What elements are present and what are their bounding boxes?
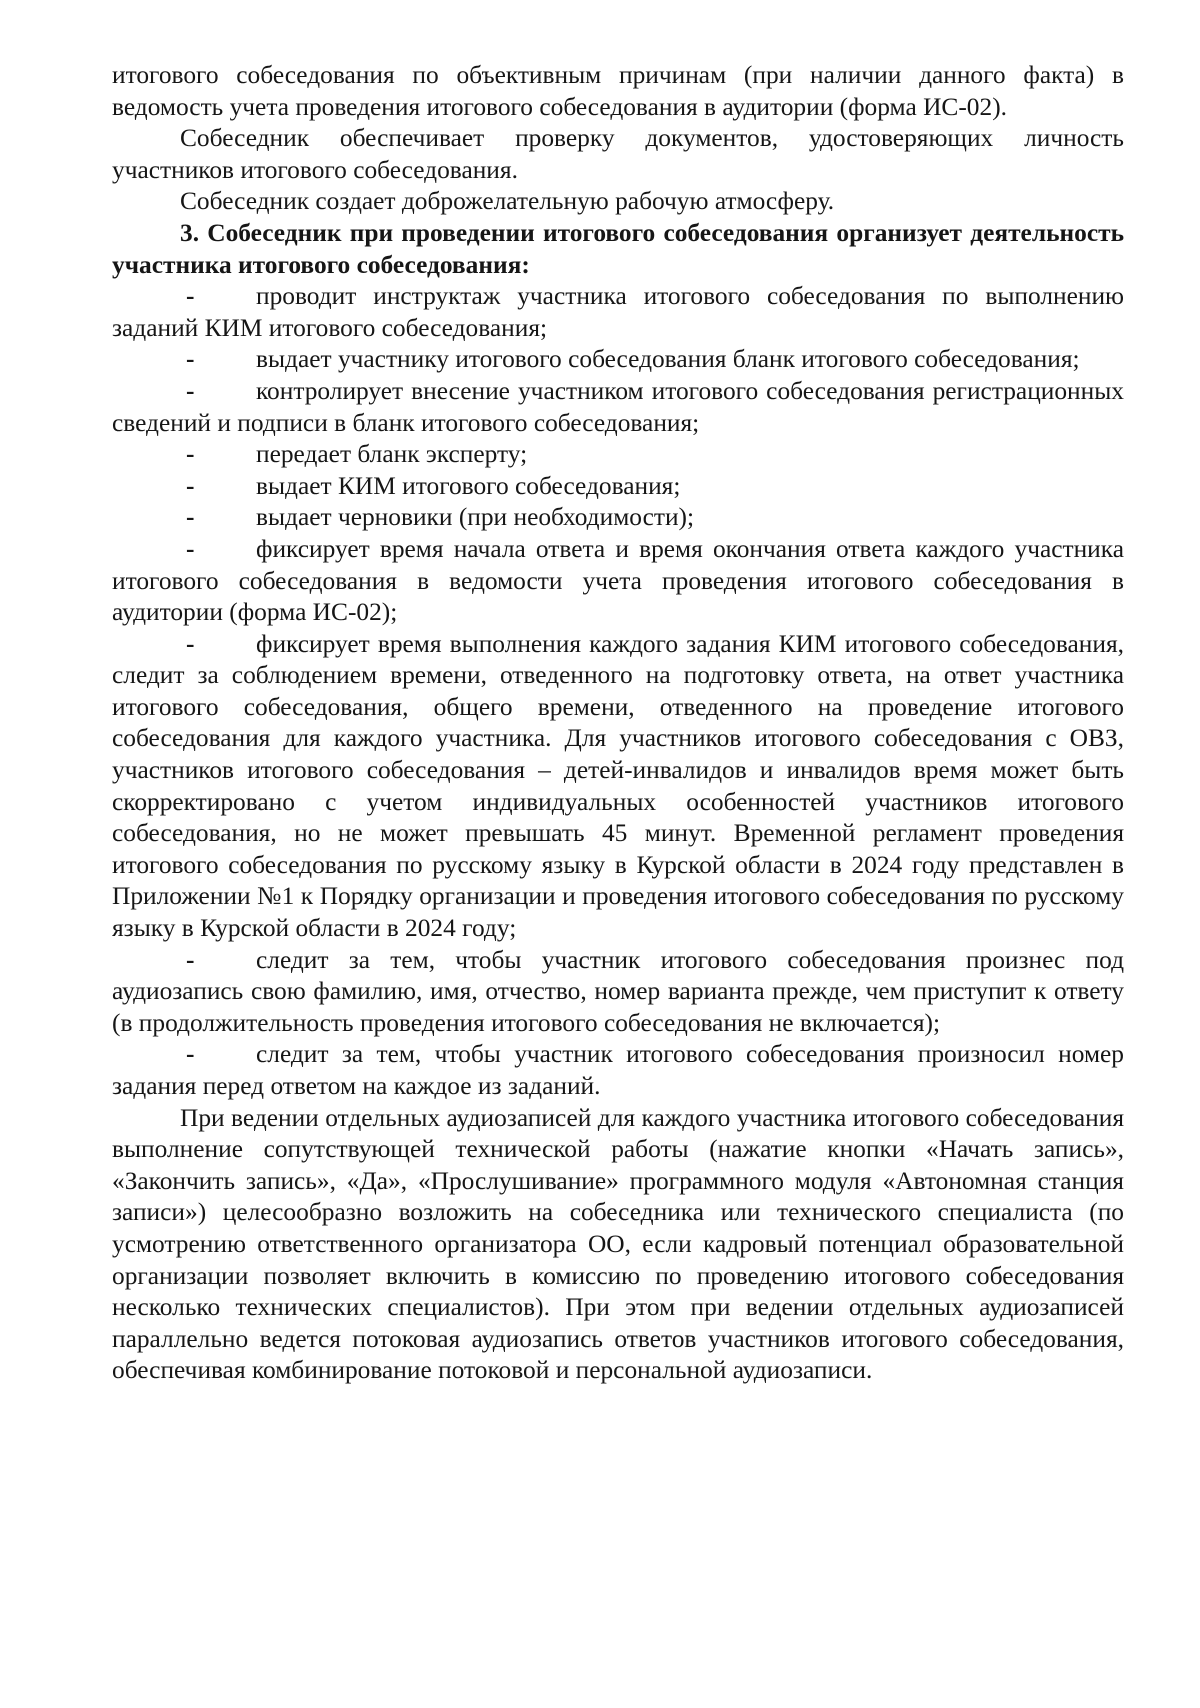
bullet-dash: - [186, 503, 195, 532]
bullet-item [112, 439, 1124, 471]
bullet-item [112, 376, 1124, 439]
paragraph-audio-recording: При ведении отдельных аудиозаписей для каждого участника итогового собеседования выполнение сопутствующей технической работы (нажатие кнопки «Начать запись», «Закончить запись», «Да», «Прослушивание» программного модуля «Автономная станция записи») целесообразно возложить на собеседника или технического специалиста (по усмотрению ответственного организатора ОО, если кадровый потенциал образовательной организации позволяет включить в комиссию по проведению итогового собеседования несколько технических специалистов). При этом при ведении отдельных аудиозаписей параллельно ведется потоковая аудиозапись ответов участников итогового собеседования, обеспечивая комбинирование потоковой и персональной аудиозаписи. [112, 1103, 1124, 1385]
bullet-text: следит за тем, чтобы участник итогового собеседования произносил номер задания перед ответом на каждое из заданий. [112, 1040, 1124, 1100]
bullet-text: проводит инструктаж участника итогового собеседования по выполнению заданий КИМ итогового собеседования; [112, 282, 1124, 342]
bullet-item [112, 502, 1124, 534]
bullet-list [112, 281, 1124, 1102]
bullet-text: выдает КИМ итогового собеседования; [256, 471, 681, 500]
bullet-item [112, 629, 1124, 945]
bullet-dash: - [186, 345, 195, 374]
bullet-item [112, 344, 1124, 376]
bullet-item [112, 534, 1124, 629]
bullet-text: контролирует внесение участником итогового собеседования регистрационных сведений и подписи в бланк итогового собеседования; [112, 376, 1124, 437]
bullet-dash: - [186, 534, 195, 563]
section-heading: 3. Собеседник при проведении итогового собеседования организует деятельность участника итогового собеседования: [112, 218, 1124, 279]
bullet-dash: - [186, 629, 195, 658]
bullet-item [112, 281, 1124, 344]
bullet-dash: - [186, 376, 195, 405]
paragraph-atmosphere: Собеседник создает доброжелательную рабочую атмосферу. [180, 187, 835, 216]
paragraph-continuation: итогового собеседования по объективным причинам (при наличии данного факта) в ведомость учета проведения итогового собеседования в аудитории (форма ИС-02). [112, 61, 1124, 121]
bullet-text: передает бланк эксперту; [256, 440, 528, 469]
bullet-text: выдает черновики (при необходимости); [256, 503, 695, 532]
bullet-dash: - [186, 282, 195, 311]
bullet-dash: - [186, 471, 195, 500]
bullet-text: фиксирует время начала ответа и время окончания ответа каждого участника итогового собеседования в ведомости учета проведения итогового собеседования в аудитории (форма ИС-02); [112, 534, 1124, 627]
bullet-item [112, 471, 1124, 503]
bullet-text: выдает участнику итогового собеседования бланк итогового собеседования; [256, 345, 1080, 374]
bullet-dash: - [186, 945, 195, 974]
bullet-item [112, 945, 1124, 1040]
bullet-dash: - [186, 440, 195, 469]
bullet-item [112, 1039, 1124, 1102]
bullet-dash: - [186, 1040, 195, 1069]
bullet-text: фиксирует время выполнения каждого задания КИМ итогового собеседования, следит за соблюдением времени, отведенного на подготовку ответа, на ответ участника итогового собеседования, общего времени, отведенного на проведение итогового собеседования для каждого участника. Для участников итогового собеседования с ОВЗ, участников итогового собеседования – детей-инвалидов и инвалидов время может быть скорректировано с учетом индивидуальных особенностей участников итогового собеседования, но не может превышать 45 минут. Временной регламент проведения итогового собеседования по русскому языку в Курской области в 2024 году представлен в Приложении №1 к Порядку организации и проведения итогового собеседования по русскому языку в Курской области в 2024 году; [112, 629, 1124, 943]
bullet-text: следит за тем, чтобы участник итогового собеседования произнес под аудиозапись свою фамилию, имя, отчество, номер варианта прежде, чем приступит к ответу (в продолжительность проведения итогового собеседования не включается); [112, 945, 1124, 1037]
paragraph-document-check: Собеседник обеспечивает проверку документов, удостоверяющих личность участников итогового собеседования. [112, 124, 1124, 184]
